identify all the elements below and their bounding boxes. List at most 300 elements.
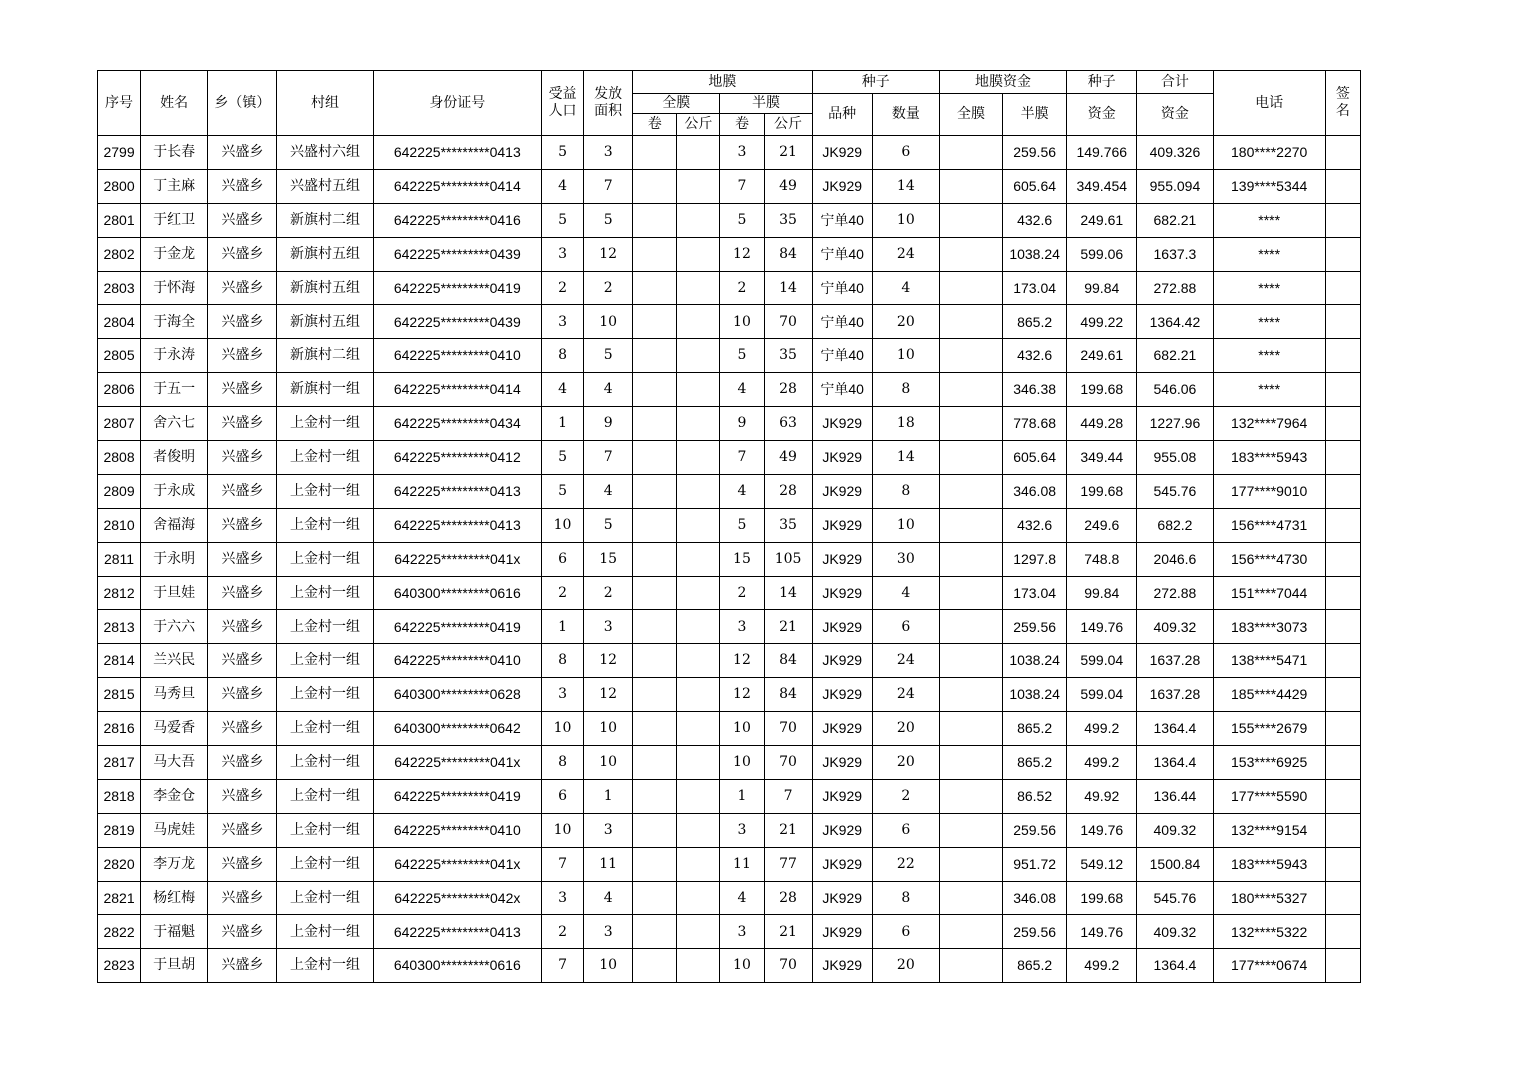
cell-signature: [1325, 508, 1360, 542]
cell-full-kg: [677, 474, 720, 508]
cell-phone: 132****7964: [1213, 407, 1325, 441]
cell-half-kg: 84: [764, 237, 812, 271]
cell-seq: 2800: [98, 169, 141, 203]
cell-funds-seed: 249.6: [1067, 508, 1137, 542]
cell-funds-total: 682.21: [1137, 339, 1213, 373]
cell-funds-half: 346.38: [1003, 373, 1067, 407]
cell-name: 于福魁: [141, 915, 208, 949]
cell-half-roll: 12: [720, 237, 764, 271]
cell-funds-full: [939, 779, 1002, 813]
header-seq: 序号: [98, 71, 141, 136]
cell-id-number: 642225*********0419: [373, 271, 541, 305]
cell-funds-half: 865.2: [1003, 949, 1067, 983]
table-row: [98, 169, 1361, 203]
cell-full-roll: [633, 407, 677, 441]
cell-seq: 2816: [98, 712, 141, 746]
cell-beneficiaries: 10: [542, 813, 584, 847]
cell-id-number: 642225*********0434: [373, 407, 541, 441]
cell-funds-total: 272.88: [1137, 576, 1213, 610]
cell-seq: 2821: [98, 881, 141, 915]
cell-quantity: 24: [872, 237, 939, 271]
cell-half-roll: 7: [720, 441, 764, 475]
cell-funds-half: 865.2: [1003, 746, 1067, 780]
cell-half-roll: 10: [720, 746, 764, 780]
cell-full-kg: [677, 610, 720, 644]
cell-funds-full: [939, 610, 1002, 644]
cell-beneficiaries: 5: [542, 474, 584, 508]
cell-funds-seed: 249.61: [1067, 203, 1137, 237]
cell-id-number: 640300*********0616: [373, 949, 541, 983]
cell-funds-total: 1500.84: [1137, 847, 1213, 881]
cell-full-roll: [633, 576, 677, 610]
cell-signature: [1325, 644, 1360, 678]
cell-area: 7: [584, 441, 633, 475]
cell-funds-half: 1297.8: [1003, 542, 1067, 576]
cell-township: 兴盛乡: [208, 373, 277, 407]
cell-area: 3: [584, 813, 633, 847]
cell-full-roll: [633, 339, 677, 373]
cell-funds-full: [939, 644, 1002, 678]
cell-name: 李金仓: [141, 779, 208, 813]
cell-beneficiaries: 1: [542, 610, 584, 644]
cell-township: 兴盛乡: [208, 915, 277, 949]
cell-area: 12: [584, 237, 633, 271]
cell-funds-half: 173.04: [1003, 576, 1067, 610]
header-name: 姓名: [141, 71, 208, 136]
cell-seq: 2813: [98, 610, 141, 644]
cell-variety: JK929: [812, 712, 872, 746]
cell-half-kg: 7: [764, 779, 812, 813]
cell-full-roll: [633, 746, 677, 780]
header-id-number: 身份证号: [373, 71, 541, 136]
cell-signature: [1325, 407, 1360, 441]
cell-funds-seed: 499.2: [1067, 712, 1137, 746]
cell-funds-full: [939, 949, 1002, 983]
cell-funds-seed: 49.92: [1067, 779, 1137, 813]
cell-beneficiaries: 6: [542, 779, 584, 813]
cell-quantity: 24: [872, 678, 939, 712]
cell-full-roll: [633, 305, 677, 339]
cell-township: 兴盛乡: [208, 474, 277, 508]
table-row: [98, 712, 1361, 746]
cell-half-roll: 12: [720, 678, 764, 712]
header-seed: 种子: [812, 71, 939, 94]
cell-village-group: 新旗村一组: [277, 373, 373, 407]
cell-funds-total: 2046.6: [1137, 542, 1213, 576]
cell-name: 者俊明: [141, 441, 208, 475]
cell-phone: ****: [1213, 271, 1325, 305]
cell-funds-half: 605.64: [1003, 169, 1067, 203]
cell-variety: 宁单40: [812, 373, 872, 407]
cell-seq: 2805: [98, 339, 141, 373]
cell-quantity: 20: [872, 746, 939, 780]
cell-funds-total: 1227.96: [1137, 407, 1213, 441]
cell-beneficiaries: 8: [542, 339, 584, 373]
cell-funds-full: [939, 576, 1002, 610]
header-total-bottom: 资金: [1137, 94, 1213, 136]
cell-full-kg: [677, 271, 720, 305]
cell-name: 丁主麻: [141, 169, 208, 203]
cell-seq: 2823: [98, 949, 141, 983]
cell-quantity: 24: [872, 644, 939, 678]
table-row: [98, 610, 1361, 644]
table-row: [98, 542, 1361, 576]
cell-funds-total: 1637.3: [1137, 237, 1213, 271]
cell-id-number: 640300*********0642: [373, 712, 541, 746]
cell-full-roll: [633, 813, 677, 847]
cell-funds-full: [939, 746, 1002, 780]
cell-quantity: 8: [872, 474, 939, 508]
cell-funds-half: 432.6: [1003, 203, 1067, 237]
cell-name: 杨红梅: [141, 881, 208, 915]
cell-full-kg: [677, 203, 720, 237]
cell-full-kg: [677, 407, 720, 441]
cell-half-kg: 63: [764, 407, 812, 441]
cell-full-kg: [677, 813, 720, 847]
cell-quantity: 30: [872, 542, 939, 576]
cell-village-group: 上金村一组: [277, 441, 373, 475]
cell-half-roll: 5: [720, 339, 764, 373]
cell-area: 11: [584, 847, 633, 881]
cell-half-roll: 4: [720, 474, 764, 508]
distribution-table: [97, 70, 1361, 983]
cell-funds-seed: 99.84: [1067, 271, 1137, 305]
cell-funds-seed: 599.04: [1067, 678, 1137, 712]
cell-signature: [1325, 576, 1360, 610]
cell-township: 兴盛乡: [208, 712, 277, 746]
cell-beneficiaries: 10: [542, 712, 584, 746]
cell-variety: 宁单40: [812, 237, 872, 271]
cell-village-group: 新旗村五组: [277, 271, 373, 305]
cell-name: 于金龙: [141, 237, 208, 271]
cell-funds-half: 346.08: [1003, 474, 1067, 508]
cell-township: 兴盛乡: [208, 542, 277, 576]
table-row: [98, 576, 1361, 610]
cell-name: 兰兴民: [141, 644, 208, 678]
cell-funds-full: [939, 508, 1002, 542]
cell-funds-seed: 549.12: [1067, 847, 1137, 881]
cell-full-kg: [677, 441, 720, 475]
cell-beneficiaries: 5: [542, 136, 584, 170]
header-village-group: 村组: [277, 71, 373, 136]
header-mulch-funds-half: 半膜: [1003, 94, 1067, 136]
cell-beneficiaries: 7: [542, 949, 584, 983]
cell-township: 兴盛乡: [208, 678, 277, 712]
cell-phone: 138****5471: [1213, 644, 1325, 678]
cell-signature: [1325, 746, 1360, 780]
header-half-roll: 卷: [720, 114, 764, 136]
cell-name: 舍六七: [141, 407, 208, 441]
cell-funds-half: 865.2: [1003, 305, 1067, 339]
cell-full-roll: [633, 237, 677, 271]
cell-beneficiaries: 3: [542, 237, 584, 271]
cell-beneficiaries: 3: [542, 678, 584, 712]
cell-signature: [1325, 203, 1360, 237]
cell-phone: 177****0674: [1213, 949, 1325, 983]
cell-area: 9: [584, 407, 633, 441]
cell-full-roll: [633, 508, 677, 542]
cell-phone: ****: [1213, 373, 1325, 407]
cell-signature: [1325, 881, 1360, 915]
cell-half-roll: 4: [720, 373, 764, 407]
cell-area: 4: [584, 474, 633, 508]
cell-funds-half: 259.56: [1003, 813, 1067, 847]
cell-area: 12: [584, 678, 633, 712]
header-seed-funds-top: 种子: [1067, 71, 1137, 94]
cell-funds-full: [939, 813, 1002, 847]
cell-quantity: 2: [872, 779, 939, 813]
cell-quantity: 6: [872, 136, 939, 170]
cell-village-group: 上金村一组: [277, 847, 373, 881]
cell-full-kg: [677, 881, 720, 915]
table-row: [98, 508, 1361, 542]
cell-name: 马虎娃: [141, 813, 208, 847]
cell-funds-full: [939, 407, 1002, 441]
cell-signature: [1325, 474, 1360, 508]
cell-name: 于永涛: [141, 339, 208, 373]
cell-funds-full: [939, 203, 1002, 237]
cell-area: 5: [584, 508, 633, 542]
cell-funds-total: 955.08: [1137, 441, 1213, 475]
cell-township: 兴盛乡: [208, 610, 277, 644]
cell-quantity: 20: [872, 712, 939, 746]
cell-township: 兴盛乡: [208, 847, 277, 881]
cell-half-kg: 77: [764, 847, 812, 881]
cell-half-kg: 70: [764, 949, 812, 983]
cell-funds-total: 409.32: [1137, 915, 1213, 949]
cell-full-kg: [677, 237, 720, 271]
cell-variety: JK929: [812, 847, 872, 881]
table-row: [98, 441, 1361, 475]
cell-signature: [1325, 136, 1360, 170]
cell-village-group: 上金村一组: [277, 407, 373, 441]
cell-half-kg: 70: [764, 712, 812, 746]
cell-quantity: 6: [872, 610, 939, 644]
cell-area: 4: [584, 373, 633, 407]
cell-name: 李万龙: [141, 847, 208, 881]
cell-funds-full: [939, 339, 1002, 373]
cell-full-kg: [677, 136, 720, 170]
header-beneficiaries-line1: 受益: [548, 86, 577, 103]
cell-area: 3: [584, 610, 633, 644]
cell-full-roll: [633, 949, 677, 983]
cell-village-group: 上金村一组: [277, 610, 373, 644]
cell-phone: 183****3073: [1213, 610, 1325, 644]
cell-half-kg: 28: [764, 474, 812, 508]
cell-phone: 156****4731: [1213, 508, 1325, 542]
cell-village-group: 新旗村二组: [277, 203, 373, 237]
cell-funds-seed: 199.68: [1067, 474, 1137, 508]
cell-area: 2: [584, 576, 633, 610]
cell-funds-seed: 99.84: [1067, 576, 1137, 610]
cell-township: 兴盛乡: [208, 508, 277, 542]
cell-full-kg: [677, 915, 720, 949]
cell-beneficiaries: 3: [542, 305, 584, 339]
cell-seq: 2807: [98, 407, 141, 441]
cell-funds-seed: 748.8: [1067, 542, 1137, 576]
cell-seq: 2815: [98, 678, 141, 712]
cell-full-kg: [677, 542, 720, 576]
cell-seq: 2819: [98, 813, 141, 847]
cell-funds-total: 682.21: [1137, 203, 1213, 237]
cell-signature: [1325, 271, 1360, 305]
cell-full-kg: [677, 508, 720, 542]
cell-village-group: 上金村一组: [277, 542, 373, 576]
cell-id-number: 642225*********0414: [373, 373, 541, 407]
cell-funds-half: 86.52: [1003, 779, 1067, 813]
cell-township: 兴盛乡: [208, 813, 277, 847]
cell-township: 兴盛乡: [208, 203, 277, 237]
cell-funds-full: [939, 305, 1002, 339]
cell-village-group: 兴盛村六组: [277, 136, 373, 170]
header-area-line2: 面积: [594, 103, 623, 119]
cell-funds-full: [939, 237, 1002, 271]
table-row: [98, 237, 1361, 271]
cell-half-roll: 3: [720, 136, 764, 170]
table-row: [98, 644, 1361, 678]
header-mulch-funds-full: 全膜: [939, 94, 1002, 136]
cell-seq: 2817: [98, 746, 141, 780]
cell-half-roll: 11: [720, 847, 764, 881]
header-beneficiaries: [542, 71, 584, 136]
cell-funds-full: [939, 373, 1002, 407]
cell-half-roll: 7: [720, 169, 764, 203]
cell-quantity: 10: [872, 508, 939, 542]
cell-full-kg: [677, 373, 720, 407]
cell-funds-seed: 499.2: [1067, 949, 1137, 983]
cell-id-number: 642225*********0413: [373, 915, 541, 949]
cell-funds-seed: 149.76: [1067, 813, 1137, 847]
cell-full-roll: [633, 441, 677, 475]
cell-id-number: 642225*********0439: [373, 237, 541, 271]
cell-funds-half: 346.08: [1003, 881, 1067, 915]
cell-half-kg: 28: [764, 881, 812, 915]
cell-funds-full: [939, 474, 1002, 508]
cell-variety: JK929: [812, 542, 872, 576]
cell-name: 于长春: [141, 136, 208, 170]
cell-half-roll: 3: [720, 813, 764, 847]
cell-area: 5: [584, 203, 633, 237]
cell-signature: [1325, 610, 1360, 644]
cell-half-roll: 4: [720, 881, 764, 915]
cell-funds-total: 1364.4: [1137, 949, 1213, 983]
cell-half-kg: 84: [764, 678, 812, 712]
cell-funds-seed: 499.2: [1067, 746, 1137, 780]
cell-half-kg: 21: [764, 136, 812, 170]
cell-half-kg: 70: [764, 305, 812, 339]
header-full-mulch: 全膜: [633, 94, 720, 114]
cell-township: 兴盛乡: [208, 949, 277, 983]
cell-variety: 宁单40: [812, 203, 872, 237]
table-row: [98, 678, 1361, 712]
cell-funds-full: [939, 271, 1002, 305]
cell-funds-total: 1364.4: [1137, 746, 1213, 780]
cell-phone: ****: [1213, 203, 1325, 237]
cell-half-roll: 9: [720, 407, 764, 441]
table-row: [98, 203, 1361, 237]
cell-funds-half: 432.6: [1003, 508, 1067, 542]
cell-variety: JK929: [812, 644, 872, 678]
table-row: [98, 949, 1361, 983]
cell-half-roll: 12: [720, 644, 764, 678]
cell-id-number: 642225*********0413: [373, 136, 541, 170]
cell-name: 于永成: [141, 474, 208, 508]
cell-signature: [1325, 712, 1360, 746]
cell-phone: 183****5943: [1213, 441, 1325, 475]
cell-funds-half: 259.56: [1003, 610, 1067, 644]
cell-village-group: 上金村一组: [277, 813, 373, 847]
cell-seq: 2799: [98, 136, 141, 170]
cell-id-number: 642225*********0413: [373, 508, 541, 542]
cell-half-roll: 5: [720, 508, 764, 542]
cell-variety: 宁单40: [812, 305, 872, 339]
cell-funds-seed: 249.61: [1067, 339, 1137, 373]
cell-funds-seed: 499.22: [1067, 305, 1137, 339]
cell-township: 兴盛乡: [208, 644, 277, 678]
cell-signature: [1325, 813, 1360, 847]
cell-area: 12: [584, 644, 633, 678]
cell-area: 1: [584, 779, 633, 813]
cell-name: 马大吾: [141, 746, 208, 780]
cell-area: 7: [584, 169, 633, 203]
cell-half-kg: 21: [764, 610, 812, 644]
cell-township: 兴盛乡: [208, 169, 277, 203]
cell-village-group: 上金村一组: [277, 746, 373, 780]
cell-full-kg: [677, 305, 720, 339]
cell-beneficiaries: 6: [542, 542, 584, 576]
cell-beneficiaries: 7: [542, 847, 584, 881]
cell-signature: [1325, 305, 1360, 339]
cell-full-roll: [633, 169, 677, 203]
cell-id-number: 642225*********0410: [373, 813, 541, 847]
cell-funds-half: 605.64: [1003, 441, 1067, 475]
header-mulch-funds: 地膜资金: [939, 71, 1066, 94]
header-total-top: 合计: [1137, 71, 1213, 94]
cell-variety: JK929: [812, 915, 872, 949]
cell-variety: JK929: [812, 407, 872, 441]
cell-id-number: 642225*********0410: [373, 339, 541, 373]
cell-phone: 177****5590: [1213, 779, 1325, 813]
cell-half-kg: 35: [764, 339, 812, 373]
cell-area: 10: [584, 949, 633, 983]
cell-id-number: 642225*********0414: [373, 169, 541, 203]
cell-township: 兴盛乡: [208, 441, 277, 475]
cell-id-number: 642225*********0410: [373, 644, 541, 678]
cell-full-roll: [633, 373, 677, 407]
table-row: [98, 271, 1361, 305]
header-half-kg: 公斤: [764, 114, 812, 136]
cell-full-roll: [633, 136, 677, 170]
cell-phone: 132****5322: [1213, 915, 1325, 949]
cell-variety: JK929: [812, 136, 872, 170]
cell-quantity: 20: [872, 949, 939, 983]
cell-quantity: 10: [872, 339, 939, 373]
cell-variety: JK929: [812, 169, 872, 203]
cell-quantity: 6: [872, 915, 939, 949]
cell-full-kg: [677, 339, 720, 373]
cell-full-kg: [677, 644, 720, 678]
cell-id-number: 640300*********0628: [373, 678, 541, 712]
cell-phone: 151****7044: [1213, 576, 1325, 610]
cell-beneficiaries: 4: [542, 169, 584, 203]
cell-quantity: 6: [872, 813, 939, 847]
cell-funds-seed: 349.454: [1067, 169, 1137, 203]
cell-village-group: 上金村一组: [277, 508, 373, 542]
cell-area: 5: [584, 339, 633, 373]
table-row: [98, 813, 1361, 847]
table-row: [98, 746, 1361, 780]
cell-funds-total: 955.094: [1137, 169, 1213, 203]
